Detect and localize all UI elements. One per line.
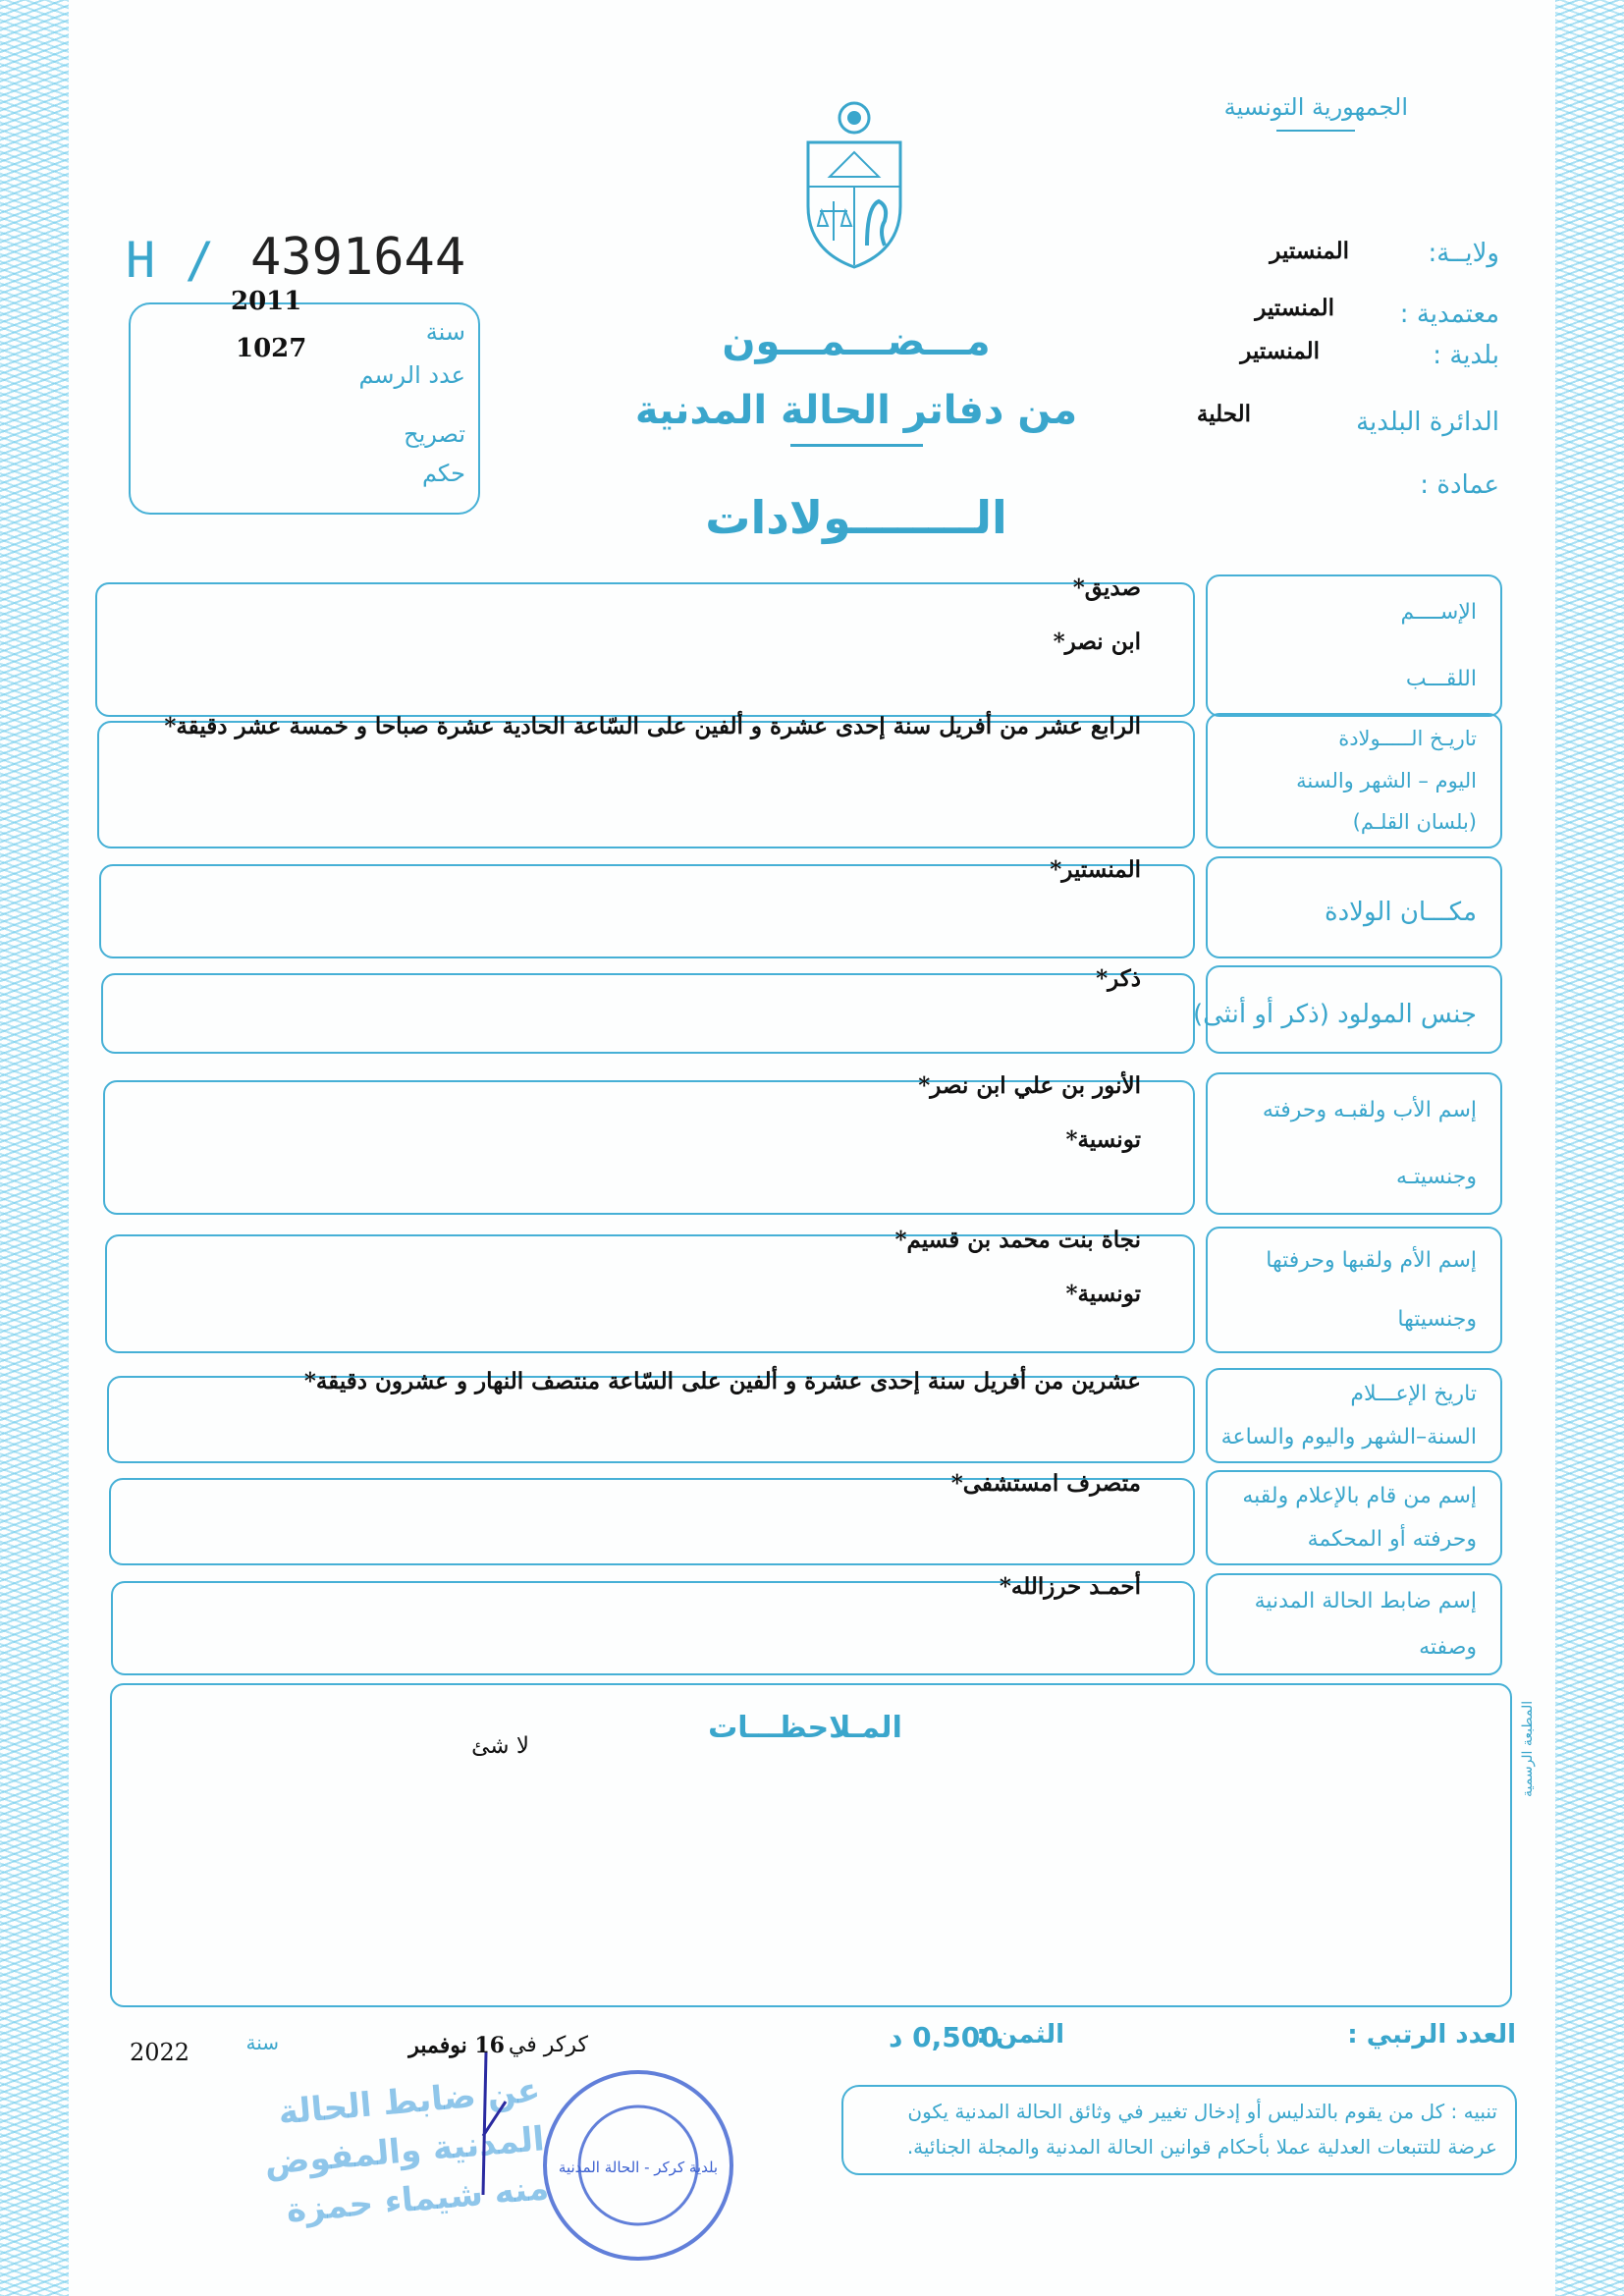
title-content: مـــضـــمـــون [722,319,991,364]
declaration-date-label: السنة–الشهر واليوم والساعة [1220,1424,1477,1449]
registrar-value: أحمـد حرزالله* [999,1573,1141,1600]
declaration-label: تصريح [404,420,465,448]
name-value: ابن نصر* [1053,629,1141,655]
father-value: تونسية* [1065,1126,1141,1153]
municipality-label: بلدية : [1433,341,1499,370]
governorate-value: المنستير [1270,238,1349,264]
serial-order-label: العدد الرتبي : [1347,2020,1516,2050]
governorate-label: ولايــة: [1428,239,1499,268]
remarks-value: لا شئ [471,1733,529,1759]
value-box-sex [101,973,1195,1054]
record-number-value: 1027 [236,334,307,363]
value-box-name [95,582,1195,717]
registrar-label: إسم ضابط الحالة المدنية [1254,1589,1477,1613]
record-year-value: 2011 [231,287,302,316]
mother-value: تونسية* [1065,1281,1141,1307]
name-value: صديق* [1072,574,1141,601]
name-label: اللقـــب [1405,666,1477,691]
republic-label: الجمهورية التونسية [1223,93,1408,121]
title-births: الــــــــولادات [705,491,1007,544]
declaration-date-value: عشرين من أفريل سنة إحدى عشرة و ألفين على السّاعة منتصف النهار و عشرون دقيقة* [303,1368,1141,1394]
sex-value: ذكر* [1096,965,1141,992]
round-stamp-text: بلدية كركر - الحالة المدنية [558,2159,719,2176]
price-value: 0,500 د [889,2021,1000,2053]
signature-stamp: عن ضابط الحالة المدنية والمفوض منه شيماء حمزة [262,2070,551,2231]
serial-prefix: H / [126,232,215,289]
birth-date-label: تاريـخ الـــــولادة [1338,727,1477,750]
declarant-label: إسم من قام بالإعلام ولقبه [1242,1484,1477,1508]
price-label: الثمن : [976,2020,1064,2050]
declarant-label: وحرفته أو المحكمة [1307,1526,1477,1552]
issue-year-value: 2022 [130,2039,190,2066]
name-label: الإســــم [1400,600,1477,625]
delegation-label: معتمدية : [1399,300,1499,329]
imada-label: عمادة : [1420,470,1499,500]
sex-label: جنس المولود (ذكر أو أنثى) [1192,1000,1477,1029]
father-label: وجنسيتـه [1395,1164,1477,1189]
coat-of-arms-emblem [800,98,908,270]
title-civil-registry: من دفاتر الحالة المدنية [634,388,1078,433]
father-label: إسم الأب ولقبـه وحرفته [1262,1098,1477,1122]
issue-place: كركر في [508,2033,588,2057]
birth-place-value: المنستير* [1050,856,1141,883]
side-print-text: المطبعة الرسمية [1520,1700,1536,1797]
delegation-value: المنستير [1255,295,1334,321]
district-value: الحلية [1196,401,1251,427]
birth-date-label: اليوم – الشهر والسنة [1296,768,1477,793]
declarant-value: متصرف امستشفى* [950,1470,1141,1497]
registrar-label: وصفته [1419,1635,1477,1660]
guilloche-border-right [1555,0,1624,2296]
birth-date-label: (بلسان القلـم) [1352,810,1477,835]
mother-value: نجاة بنت محمد بن قسيم* [894,1227,1141,1253]
birth-date-value: الرابع عشر من أفريل سنة إحدى عشرة و ألفين على السّاعة الحادية عشرة صباحا و خمسة عشر دقيقة* [164,713,1141,739]
mother-label: وجنسيتها [1397,1306,1477,1332]
issue-year-label: سنة [245,2031,279,2054]
title-underline [790,444,923,447]
municipality-value: المنستير [1240,338,1320,364]
birth-place-label: مكـــان الولادة [1324,898,1477,927]
serial-number: 4391644 [250,228,466,287]
value-box-birth-place [99,864,1195,958]
father-value: الأنور بن علي ابن نصر* [918,1072,1141,1099]
judgment-label: حكم [421,460,465,487]
record-number-label: عدد الرسم [358,361,465,389]
divider [1276,130,1355,132]
round-stamp [530,2052,746,2278]
remarks-label: المـلاحظـــات [708,1711,902,1745]
issue-day-month: 16 نوفمبر [408,2033,505,2058]
record-year-label: سنة [425,318,465,346]
mother-label: إسم الأم ولقبها وحرفتها [1266,1248,1477,1273]
notice-text: تنبيه : كل من يقوم بالتدليس أو إدخال تغيير في وثائق الحالة المدنية يكون عرضة للتتبعات العدلية عملا بأحكام قوانين الحالة المدنية والمجلة الجنائية. [906,2100,1497,2159]
guilloche-border-left [0,0,69,2296]
handwritten-signature [461,2048,520,2205]
declaration-date-label: تاريخ الإعـــلام [1350,1382,1477,1406]
district-label: الدائرة البلدية [1356,408,1499,437]
